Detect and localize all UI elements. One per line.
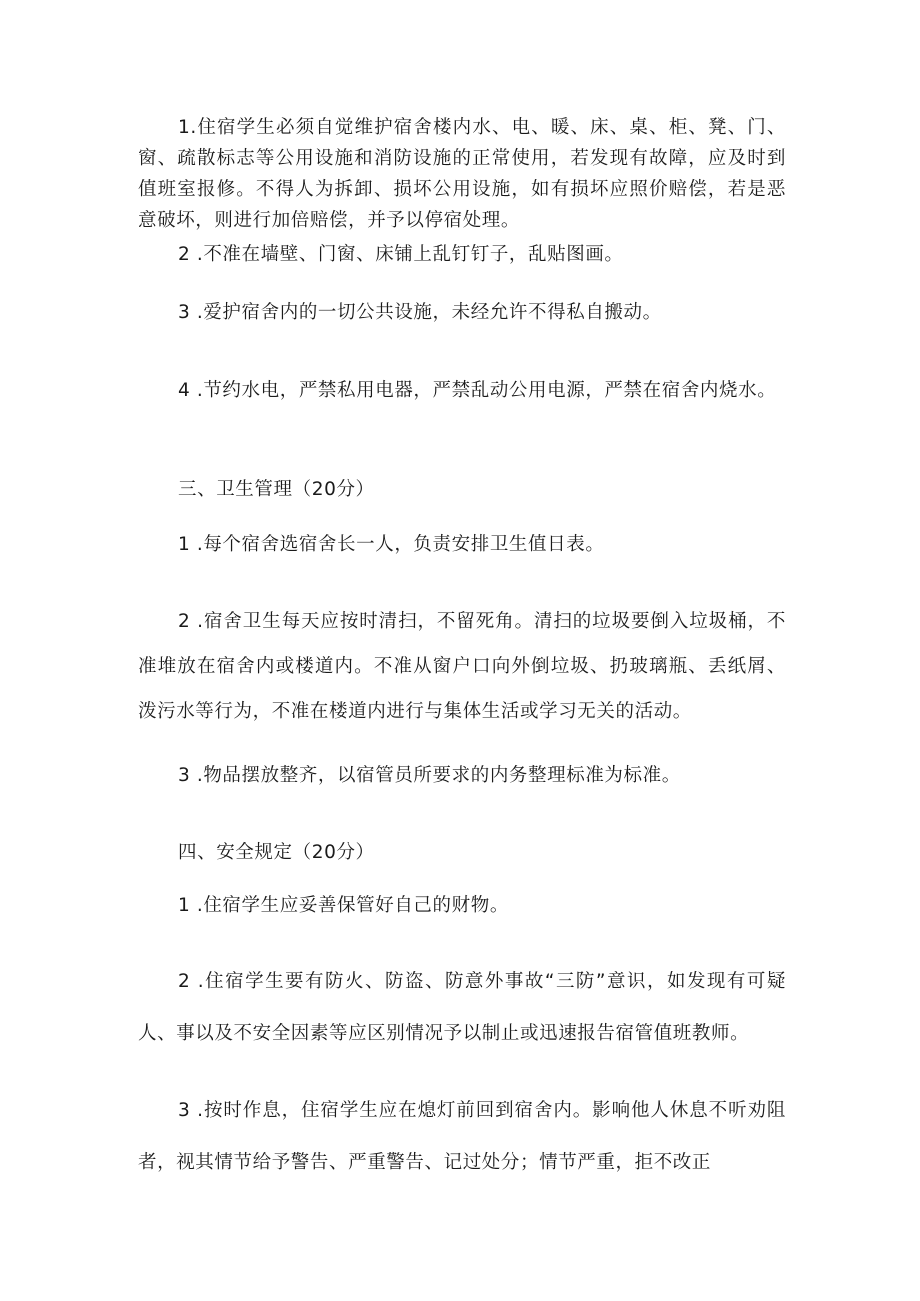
- rule-paragraph-3-1: 1 .每个宿舍选宿舍长一人，负责安排卫生值日表。: [178, 534, 605, 555]
- rule-paragraph-4-3: 3 .按时作息，住宿学生应在熄灯前回到宿舍内。影响他人休息不听劝阻者，视其情节给予警告、严重警告、记过处分；情节严重，拒不改正: [138, 1100, 786, 1173]
- rule-paragraph-2-1: 1.住宿学生必须自觉维护宿舍楼内水、电、暖、床、桌、柜、凳、门、窗、疏散标志等公用设施和消防设施的正常使用，若发现有故障，应及时到值班室报修。不得人为拆卸、损坏公用设施，如有损坏应照价赔偿，若是恶意破坏，则进行加倍赔偿，并予以停宿处理。: [138, 117, 786, 231]
- rule-paragraph-3-3: 3 .物品摆放整齐，以宿管员所要求的内务整理标准为标准。: [178, 765, 681, 786]
- rule-paragraph-4-2: 2 .住宿学生要有防火、防盗、防意外事故“三防”意识，如发现有可疑人、事以及不安全因素等应区别情况予以制止或迅速报告宿管值班教师。: [138, 971, 786, 1044]
- rule-paragraph-2-2: 2 .不准在墙壁、门窗、床铺上乱钉钉子，乱贴图画。: [178, 244, 624, 265]
- section-heading-safety: 四、安全规定（20分）: [178, 842, 375, 863]
- section-heading-hygiene: 三、卫生管理（20分）: [178, 479, 375, 500]
- rule-paragraph-2-3: 3 .爱护宿舍内的一切公共设施，未经允许不得私自搬动。: [178, 302, 662, 323]
- rule-paragraph-3-2: 2 .宿舍卫生每天应按时清扫，不留死角。清扫的垃圾要倒入垃圾桶，不准堆放在宿舍内或楼道内。不准从窗户口向外倒垃圾、扔玻璃瓶、丢纸屑、泼污水等行为，不准在楼道内进行与集体生活或学习无关的活动。: [138, 611, 786, 722]
- rule-paragraph-4-1: 1 .住宿学生应妥善保管好自己的财物。: [178, 895, 509, 916]
- rule-paragraph-2-4: 4 .节约水电，严禁私用电器，严禁乱动公用电源，严禁在宿舍内烧水。: [178, 380, 777, 401]
